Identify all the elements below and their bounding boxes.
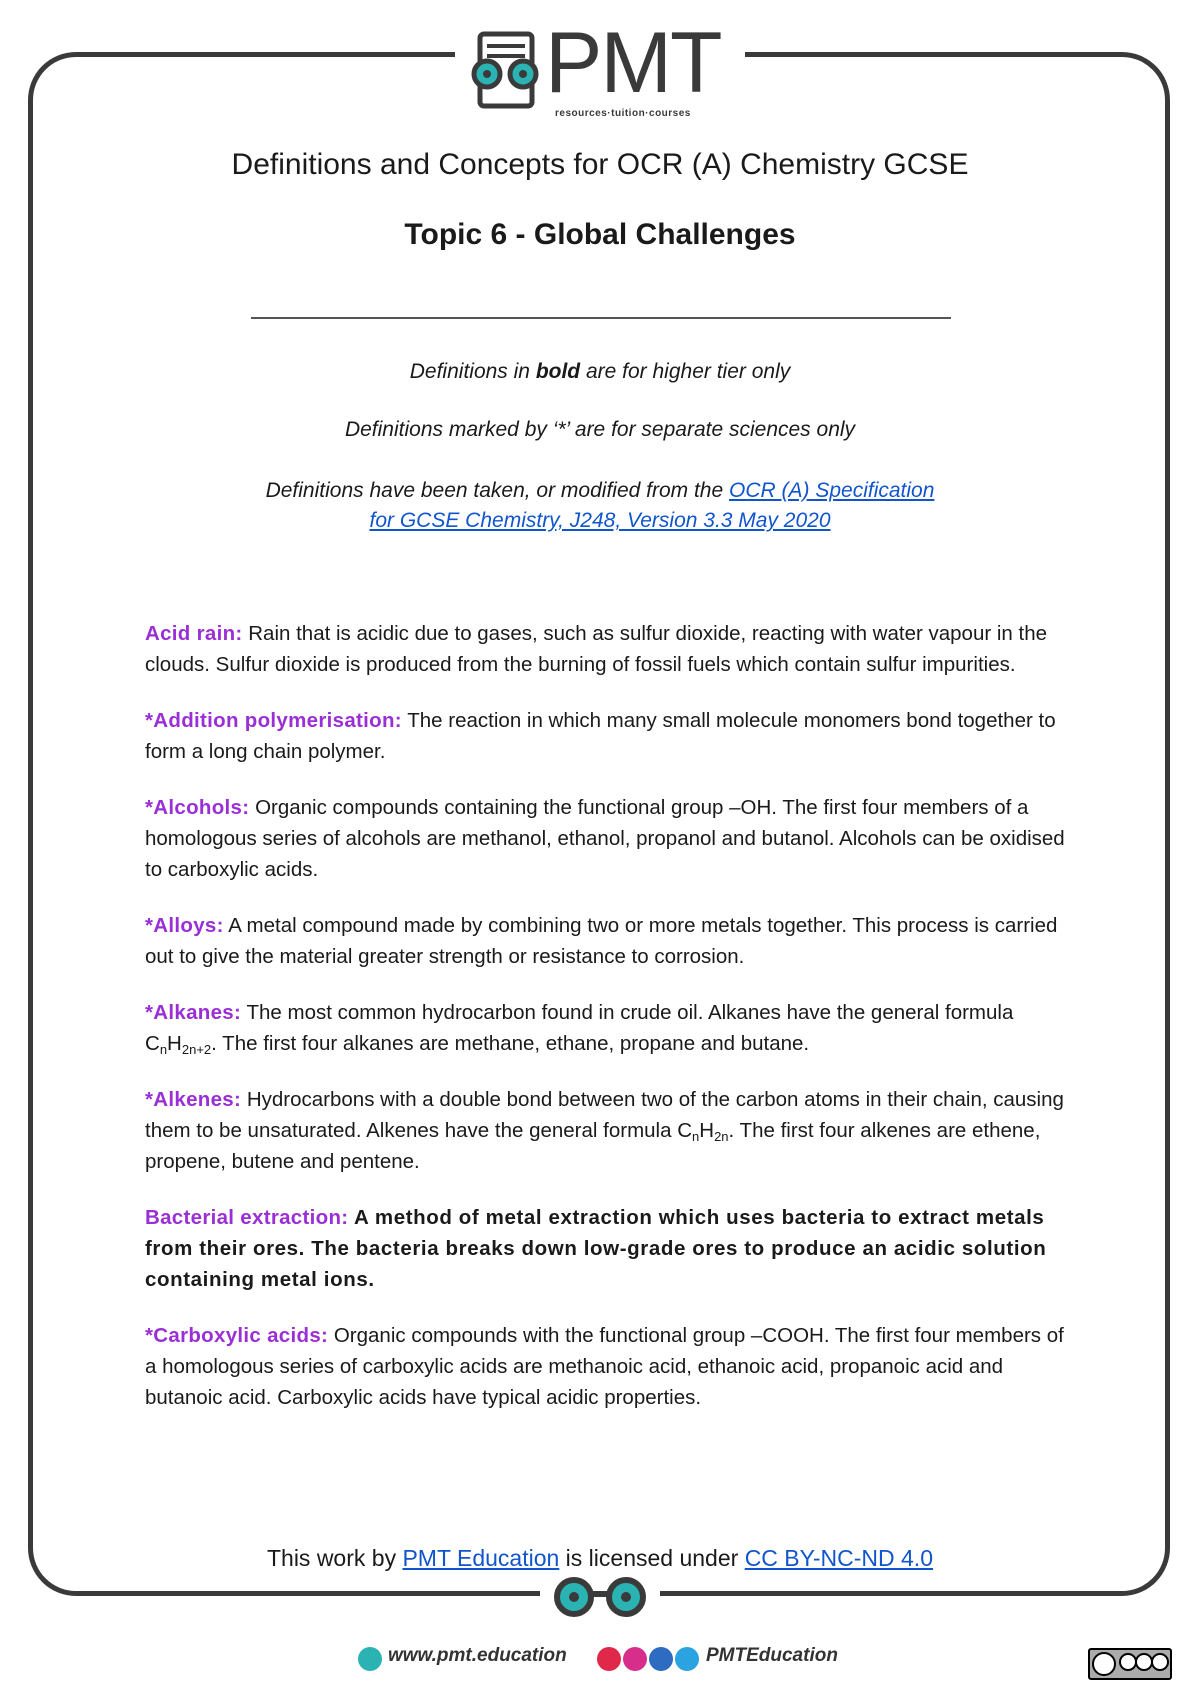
specification-link[interactable]: OCR (A) Specification <box>729 479 935 502</box>
instagram-icon[interactable] <box>623 1647 647 1671</box>
youtube-icon[interactable] <box>597 1647 621 1671</box>
goggles-icon <box>548 1575 652 1621</box>
definition-item: *Alkenes: Hydrocarbons with a double bond between two of the carbon atoms in their chain, causing them to be unsaturated. Alkenes have the general formula $C_nH_{2n}$. The first four alkenes are ethene, propene, butene and pentene. <box>145 1088 1064 1173</box>
definitions-list <box>145 618 1065 1438</box>
definition-item: Bacterial extraction: A method of metal extraction which uses bacteria to extract metals from their ores. The bacteria breaks down low-grade ores to produce an acidic solution containing metal ions. <box>145 1206 1047 1291</box>
definition-term: *Addition polymerisation: <box>145 709 402 732</box>
definition-item: *Alcohols: Organic compounds containing the functional group –OH. The first four members of a homologous series of alcohols are methanol, ethanol, propanol and butanol. Alcohols can be oxidised to carboxylic acids. <box>145 796 1065 881</box>
definition-term: Acid rain: <box>145 622 243 645</box>
definition-item: *Carboxylic acids: Organic compounds with the functional group –COOH. The first four members of a homologous series of carboxylic acids are methanoic acid, ethanoic acid, propanoic acid and butanoic acid. Carboxylic acids have typical acidic properties. <box>145 1324 1064 1409</box>
note-source: Definitions have been taken, or modified from the OCR (A) Specification for GCSE Chemistry, J248, Version 3.3 May 2020 <box>265 479 935 532</box>
bottom-bar <box>0 1645 1200 1675</box>
title-divider <box>251 317 951 319</box>
definition-term: *Carboxylic acids: <box>145 1324 329 1347</box>
definition-term: Bacterial extraction: <box>145 1206 349 1229</box>
definition-term: *Alkanes: <box>145 1001 242 1024</box>
definition-item: Acid rain: Rain that is acidic due to gases, such as sulfur dioxide, reacting with water vapour in the clouds. Sulfur dioxide is produced from the burning of fossil fuels which contain sulfur impurities. <box>145 622 1048 676</box>
definition-term: *Alkenes: <box>145 1088 242 1111</box>
logo-wordmark: PMT <box>545 15 721 111</box>
social-handle: PMTEducation <box>706 1645 838 1666</box>
definition-item: *Addition polymerisation: The reaction in which many small molecule monomers bond together to form a long chain polymer. <box>145 709 1056 763</box>
note-higher-tier: Definitions in bold are for higher tier only <box>409 360 791 383</box>
topic-title: Topic 6 - Global Challenges <box>404 218 796 251</box>
definition-item: *Alkanes: The most common hydrocarbon found in crude oil. Alkanes have the general formula $C_nH_{2n+2}$. The first four alkanes are methane, ethane, propane and butane. <box>145 1001 1014 1057</box>
definition-term: *Alloys: <box>145 914 224 937</box>
licence-link[interactable]: CC BY-NC-ND 4.0 <box>744 1545 933 1571</box>
cc-licence-icon[interactable] <box>1088 1648 1172 1680</box>
website-text[interactable]: www.pmt.education <box>388 1645 567 1666</box>
cursor-icon <box>358 1647 382 1671</box>
logo-tagline: resources·tuition·courses <box>555 108 691 119</box>
specification-link-continued[interactable]: for GCSE Chemistry, J248, Version 3.3 May 2020 <box>369 509 831 532</box>
facebook-icon[interactable] <box>649 1647 673 1671</box>
document-title: Definitions and Concepts for OCR (A) Chemistry GCSE <box>231 148 969 181</box>
twitter-icon[interactable] <box>675 1647 699 1671</box>
pmt-education-link[interactable]: PMT Education <box>402 1545 560 1571</box>
licence-notice: This work by PMT Education is licensed under CC BY-NC-ND 4.0 <box>266 1545 933 1571</box>
definition-item: *Alloys: A metal compound made by combining two or more metals together. This process is carried out to give the material greater strength or resistance to corrosion. <box>145 914 1058 968</box>
note-separate-sciences: Definitions marked by ‘*’ are for separate sciences only <box>344 418 856 441</box>
definition-term: *Alcohols: <box>145 796 250 819</box>
